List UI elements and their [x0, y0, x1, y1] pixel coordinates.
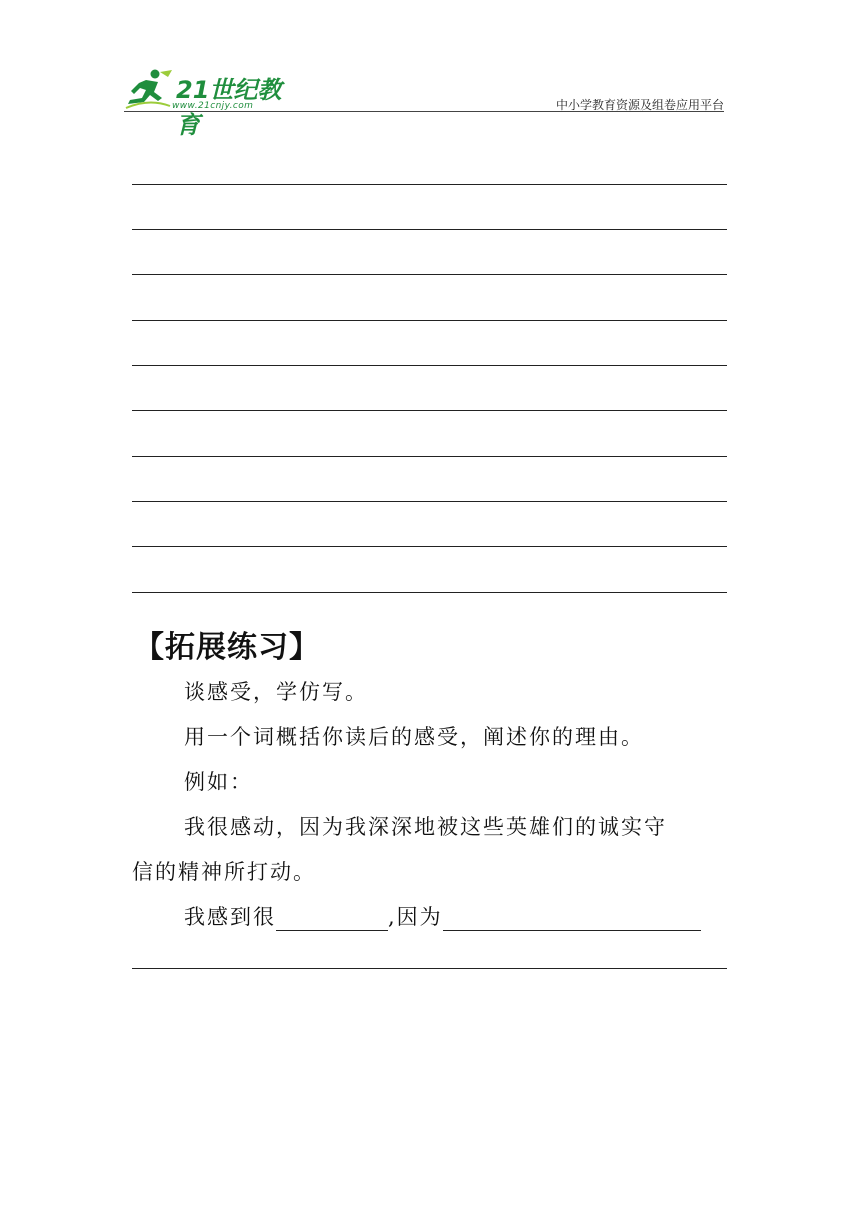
logo-brand: 21世纪教育 [176, 76, 282, 139]
header-divider [124, 111, 724, 112]
answer-line[interactable] [132, 546, 727, 547]
instruction-text: 谈感受，学仿写。 [184, 680, 368, 704]
fill-prefix: 我感到很 [184, 905, 276, 929]
answer-line[interactable] [132, 320, 727, 321]
page-header [124, 64, 724, 139]
runner-logo-icon [124, 68, 174, 110]
logo-url: www.21cnjy.com [172, 101, 254, 111]
logo [124, 64, 294, 139]
reason-line[interactable] [132, 968, 727, 969]
reason-blank[interactable] [443, 906, 701, 931]
answer-line[interactable] [132, 229, 727, 230]
example-label: 例如： [184, 770, 253, 794]
answer-line[interactable] [132, 592, 727, 593]
answer-line[interactable] [132, 184, 727, 185]
example-line-1: 我很感动，因为我深深地被这些英雄们的诚实守 [184, 815, 667, 839]
answer-line[interactable] [132, 410, 727, 411]
fill-in-sentence [184, 901, 701, 931]
feeling-blank[interactable] [276, 906, 388, 931]
platform-label: 中小学教育资源及组卷应用平台 [555, 98, 724, 112]
section-title: 【拓展练习】 [134, 630, 320, 665]
answer-line[interactable] [132, 274, 727, 275]
task-text: 用一个词概括你读后的感受，阐述你的理由。 [184, 725, 644, 749]
answer-line[interactable] [132, 456, 727, 457]
fill-middle: ,因为 [388, 905, 443, 929]
example-line-2: 信的精神所打动。 [132, 860, 316, 884]
answer-line[interactable] [132, 501, 727, 502]
answer-line[interactable] [132, 365, 727, 366]
